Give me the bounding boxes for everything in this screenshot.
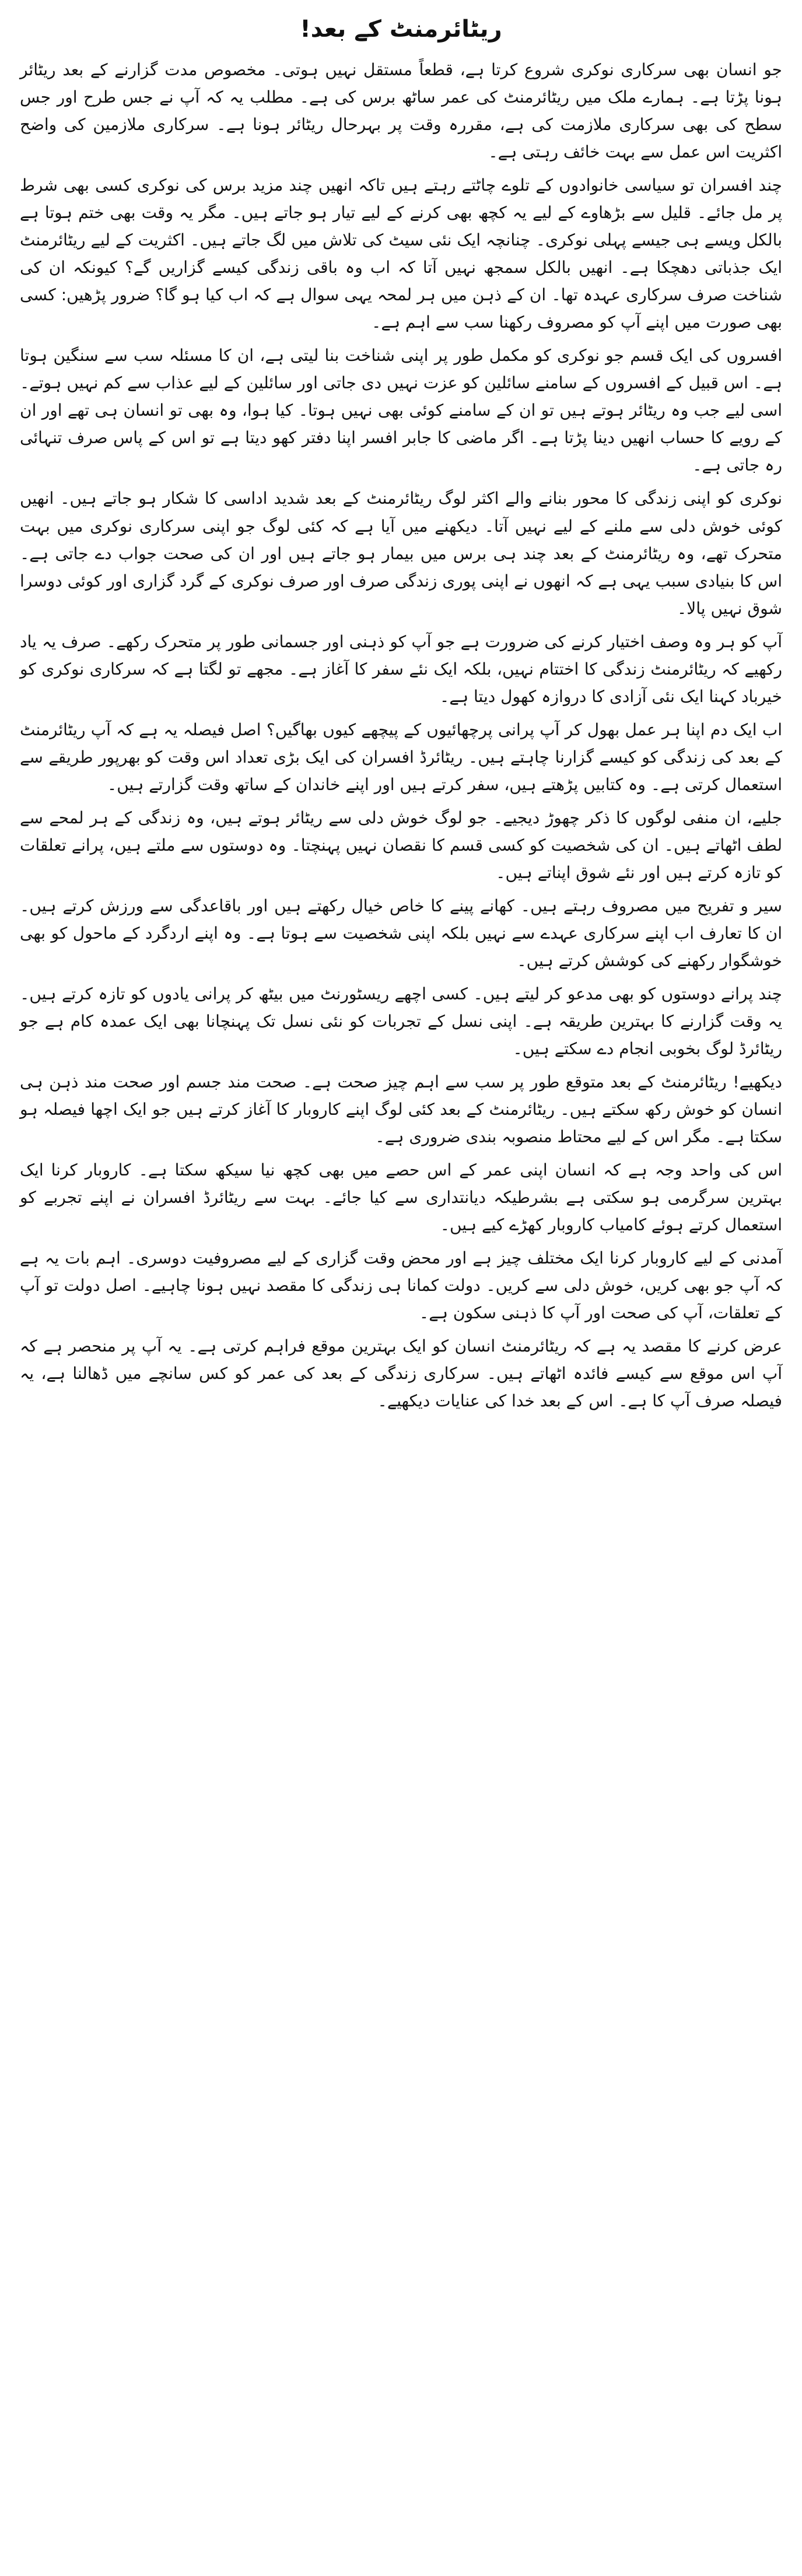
article-body <box>20 56 782 1415</box>
paragraph: اس کی واحد وجہ ہے کہ انسان اپنی عمر کے اس حصے میں بھی کچھ نیا سیکھ سکتا ہے۔ کاروبار کرنا ایک بہترین سرگرمی ہو سکتی ہے بشرطیکہ دیانتداری سے کیا جائے۔ بہت سے ریٹائرڈ افسران نے اپنے تجربے کو استعمال کرتے ہوئے کامیاب کاروبار کھڑے کیے ہیں۔ <box>20 1160 782 1235</box>
paragraph: دیکھیے! ریٹائرمنٹ کے بعد متوقع طور پر سب سے اہم چیز صحت ہے۔ صحت مند جسم اور صحت مند ذہن ہی انسان کو خوش رکھ سکتے ہیں۔ ریٹائرمنٹ کے بعد کئی لوگ اپنے کاروبار کا آغاز کرتے ہیں جو ایک اچھا فیصلہ ہو سکتا ہے۔ مگر اس کے لیے محتاط منصوبہ بندی ضروری ہے۔ <box>20 1072 782 1147</box>
paragraph: چند پرانے دوستوں کو بھی مدعو کر لیتے ہیں۔ کسی اچھے ریسٹورنٹ میں بیٹھ کر پرانی یادوں کو تازہ کرتے ہیں۔ یہ وقت گزارنے کا بہترین طریقہ ہے۔ اپنی نسل کے تجربات کو نئی نسل تک پہنچانا بھی ایک عمدہ کام ہے جو ریٹائرڈ لوگ بخوبی انجام دے سکتے ہیں۔ <box>20 984 782 1059</box>
paragraph: آپ کو ہر وہ وصف اختیار کرنے کی ضرورت ہے جو آپ کو ذہنی اور جسمانی طور پر متحرک رکھے۔ صرف یہ یاد رکھیے کہ ریٹائرمنٹ زندگی کا اختتام نہیں، بلکہ ایک نئے سفر کا آغاز ہے۔ مجھے تو لگتا ہے کہ سرکاری نوکری کو خیرباد کہنا ایک نئی آزادی کا دروازہ کھول دیتا ہے۔ <box>20 631 782 706</box>
paragraph: نوکری کو اپنی زندگی کا محور بنانے والے اکثر لوگ ریٹائرمنٹ کے بعد شدید اداسی کا شکار ہو جاتے ہیں۔ انھیں کوئی خوش دلی سے ملنے کے لیے نہیں آتا۔ دیکھنے میں آیا ہے کہ کئی لوگ جو اپنی سرکاری نوکری میں بہت متحرک تھے، وہ ریٹائرمنٹ کے بعد چند ہی برس میں بیمار ہو جاتے ہیں اور ان کی صحت جواب دے جاتی ہے۔ اس کا بنیادی سبب یہی ہے کہ انھوں نے اپنی پوری زندگی صرف اور صرف نوکری کے گرد گزاری اور کوئی دوسرا شوق نہیں پالا۔ <box>20 489 782 618</box>
article-title: ریٹائرمنٹ کے بعد! <box>300 16 502 43</box>
paragraph: چند افسران تو سیاسی خانوادوں کے تلوے چاٹتے رہتے ہیں تاکہ انھیں چند مزید برس کی نوکری کسی بھی شرط پر مل جائے۔ قلیل سے بڑھاوے کے لیے یہ کچھ بھی کرنے کے لیے تیار ہو جاتے ہیں۔ مگر یہ وقت بھی ختم ہوتا ہے بالکل ویسے ہی جیسے پہلی نوکری۔ چنانچہ ایک نئی سیٹ کی تلاش میں لگ جاتے ہیں۔ اکثریت کے لیے ریٹائرمنٹ ایک جذباتی دھچکا ہے۔ انھیں بالکل سمجھ نہیں آتا کہ اب وہ باقی زندگی کیسے گزاریں گے؟ کیونکہ ان کی شناخت صرف سرکاری عہدہ تھا۔ ان کے ذہن میں ہر لمحہ یہی سوال ہے کہ اب کیا ہو گا؟ ضرور پڑھیں: کسی بھی صورت میں اپنے آپ کو مصروف رکھنا سب سے اہم ہے۔ <box>20 176 782 332</box>
paragraph: آمدنی کے لیے کاروبار کرنا ایک مختلف چیز ہے اور محض وقت گزاری کے لیے مصروفیت دوسری۔ اہم بات یہ ہے کہ آپ جو بھی کریں، خوش دلی سے کریں۔ دولت کمانا ہی زندگی کا مقصد نہیں ہونا چاہیے۔ اصل دولت تو آپ کے تعلقات، آپ کی صحت اور آپ کا ذہنی سکون ہے۔ <box>20 1248 782 1323</box>
paragraph: جلیے، ان منفی لوگوں کا ذکر چھوڑ دیجیے۔ جو لوگ خوش دلی سے ریٹائر ہوتے ہیں، وہ زندگی کے ہر لمحے سے لطف اٹھاتے ہیں۔ ان کی شخصیت کو کسی قسم کا نقصان نہیں پہنچتا۔ وہ دوستوں سے ملتے ہیں، پرانے تعلقات کو تازہ کرتے ہیں اور نئے شوق اپناتے ہیں۔ <box>20 808 782 882</box>
paragraph: عرض کرنے کا مقصد یہ ہے کہ ریٹائرمنٹ انسان کو ایک بہترین موقع فراہم کرتی ہے۔ یہ آپ پر منحصر ہے کہ آپ اس موقع سے کیسے فائدہ اٹھاتے ہیں۔ سرکاری زندگی کے بعد کی عمر کو کس سانچے میں ڈھالنا ہے، یہ فیصلہ صرف آپ کا ہے۔ اس کے بعد خدا کی عنایات دیکھیے۔ <box>20 1336 782 1411</box>
paragraph: جو انسان بھی سرکاری نوکری شروع کرتا ہے، قطعاً مستقل نہیں ہوتی۔ مخصوص مدت گزارنے کے بعد ریٹائر ہونا پڑتا ہے۔ ہمارے ملک میں ریٹائرمنٹ کی عمر ساٹھ برس کی ہے۔ مطلب یہ کہ آپ نے جس طرح اور جس سطح کی بھی سرکاری ملازمت کی ہے، مقررہ وقت پر بہرحال ریٹائر ہونا ہے۔ سرکاری ملازمین کی واضح اکثریت اس عمل سے بہت خائف رہتی ہے۔ <box>20 60 783 162</box>
paragraph: افسروں کی ایک قسم جو نوکری کو مکمل طور پر اپنی شناخت بنا لیتی ہے، ان کا مسئلہ سب سے سنگین ہوتا ہے۔ اس قبیل کے افسروں کے سامنے سائلین کو عزت نہیں دی جاتی اور سائلین کے لیے عذاب سے کم نہیں ہوتے۔ اسی لیے جب وہ ریٹائر ہوتے ہیں تو ان کے سامنے کوئی بھی نہیں ہوتا۔ کیا ہوا، وہ بھی تو انسان ہی تھے اور ان کے رویے کا حساب انھیں دینا پڑتا ہے۔ اگر ماضی کا جابر افسر اپنا دفتر کھو دیتا ہے تو اس کے پاس صرف تنہائی رہ جاتی ہے۔ <box>20 346 782 475</box>
paragraph: سیر و تفریح میں مصروف رہتے ہیں۔ کھانے پینے کا خاص خیال رکھتے ہیں اور باقاعدگی سے ورزش کرتے ہیں۔ ان کا تعارف اب اپنے سرکاری عہدے سے نہیں بلکہ اپنی شخصیت سے ہوتا ہے۔ وہ اپنے اردگرد کے ماحول کو بھی خوشگوار رکھنے کی کوشش کرتے ہیں۔ <box>20 896 782 970</box>
paragraph: اب ایک دم اپنا ہر عمل بھول کر آپ پرانی پرچھائیوں کے پیچھے کیوں بھاگیں؟ اصل فیصلہ یہ ہے کہ آپ ریٹائرمنٹ کے بعد کی زندگی کو کیسے گزارنا چاہتے ہیں۔ ریٹائرڈ افسران کی ایک بڑی تعداد اس وقت کو بھرپور طریقے سے استعمال کرتی ہے۔ وہ کتابیں پڑھتے ہیں، سفر کرتے ہیں اور اپنے خاندان کے ساتھ وقت گزارتے ہیں۔ <box>20 720 782 794</box>
